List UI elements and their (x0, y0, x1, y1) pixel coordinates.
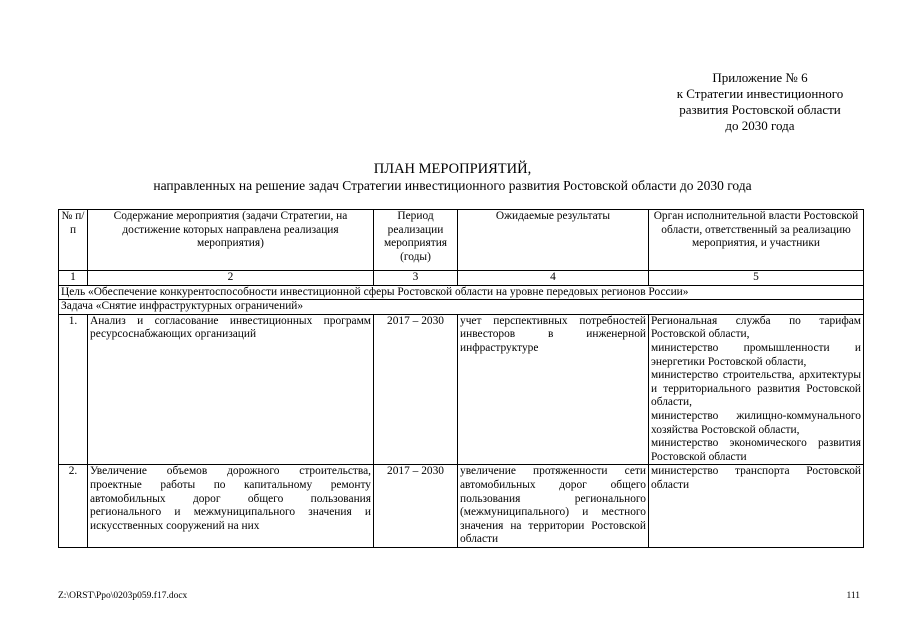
footer-page-number: 111 (846, 591, 860, 601)
header-results: Ожидаемые результаты (458, 210, 649, 271)
column-number: 4 (458, 271, 649, 286)
task-row (59, 300, 864, 315)
organization-item: Региональная служба по тарифам Ростовской области, (651, 314, 861, 341)
table-row (59, 465, 864, 548)
column-number-row (59, 271, 864, 286)
column-number: 3 (374, 271, 458, 286)
goal-row (59, 285, 864, 300)
header-period: Период реализации мероприятия (годы) (374, 210, 458, 271)
organization-item: министерство промышленности и энергетики Ростовской области, (651, 341, 861, 368)
header-number: № п/п (59, 210, 88, 271)
organization-item: министерство транспорта Ростовской области (651, 465, 861, 491)
task-cell: Задача «Снятие инфраструктурных ограничений» (59, 300, 864, 315)
footer-file-path: Z:\ORST\Ppo\0203p059.f17.docx (58, 591, 188, 601)
row-organization (649, 465, 864, 548)
row-content: Увеличение объемов дорожного строительства, проектные работы по капитальному ремонту автомобильных дорог общего пользования регионального и межмуниципального значения и искусственных сооружений на них (88, 465, 374, 548)
plan-table (58, 209, 864, 548)
row-number: 2. (59, 465, 88, 548)
row-result: увеличение протяженности сети автомобильных дорог общего пользования регионального (межмуниципального) и местного значения на территории Ростовской области (458, 465, 649, 548)
header-content: Содержание мероприятия (задачи Стратегии, на достижение которых направлена реализация мероприятия) (88, 210, 374, 271)
table-row (59, 314, 864, 465)
organization-item: министерство строительства, архитектуры и территориального развития Ростовской области, (651, 369, 861, 409)
row-period: 2017 – 2030 (374, 465, 458, 548)
column-number: 5 (649, 271, 864, 286)
page-title: ПЛАН МЕРОПРИЯТИЙ, (373, 161, 532, 177)
appendix-block (630, 70, 890, 134)
organization-item: министерство жилищно-коммунального хозяйства Ростовской области, (651, 409, 861, 436)
appendix-line: до 2030 года (725, 118, 795, 133)
organization-item: министерство экономического развития Ростовской области (651, 437, 861, 463)
appendix-line: Приложение № 6 (712, 70, 808, 85)
goal-cell: Цель «Обеспечение конкурентоспособности инвестиционной сферы Ростовской области на уровне передовых регионов России» (59, 285, 864, 300)
column-number: 2 (88, 271, 374, 286)
row-organization (649, 314, 864, 465)
column-number: 1 (59, 271, 88, 286)
header-row (59, 210, 864, 271)
row-content: Анализ и согласование инвестиционных программ ресурсоснабжающих организаций (88, 314, 374, 465)
appendix-line: к Стратегии инвестиционного (676, 86, 844, 101)
header-organization: Орган исполнительной власти Ростовской области, ответственный за реализацию мероприятия, и участники (649, 210, 864, 271)
row-period: 2017 – 2030 (374, 314, 458, 465)
row-result: учет перспективных потребностей инвесторов в инженерной инфраструктуре (458, 314, 649, 465)
row-number: 1. (59, 314, 88, 465)
page-subtitle: направленных на решение задач Стратегии инвестиционного развития Ростовской области до 2030 года (153, 178, 752, 193)
appendix-line: развития Ростовской области (679, 102, 841, 117)
